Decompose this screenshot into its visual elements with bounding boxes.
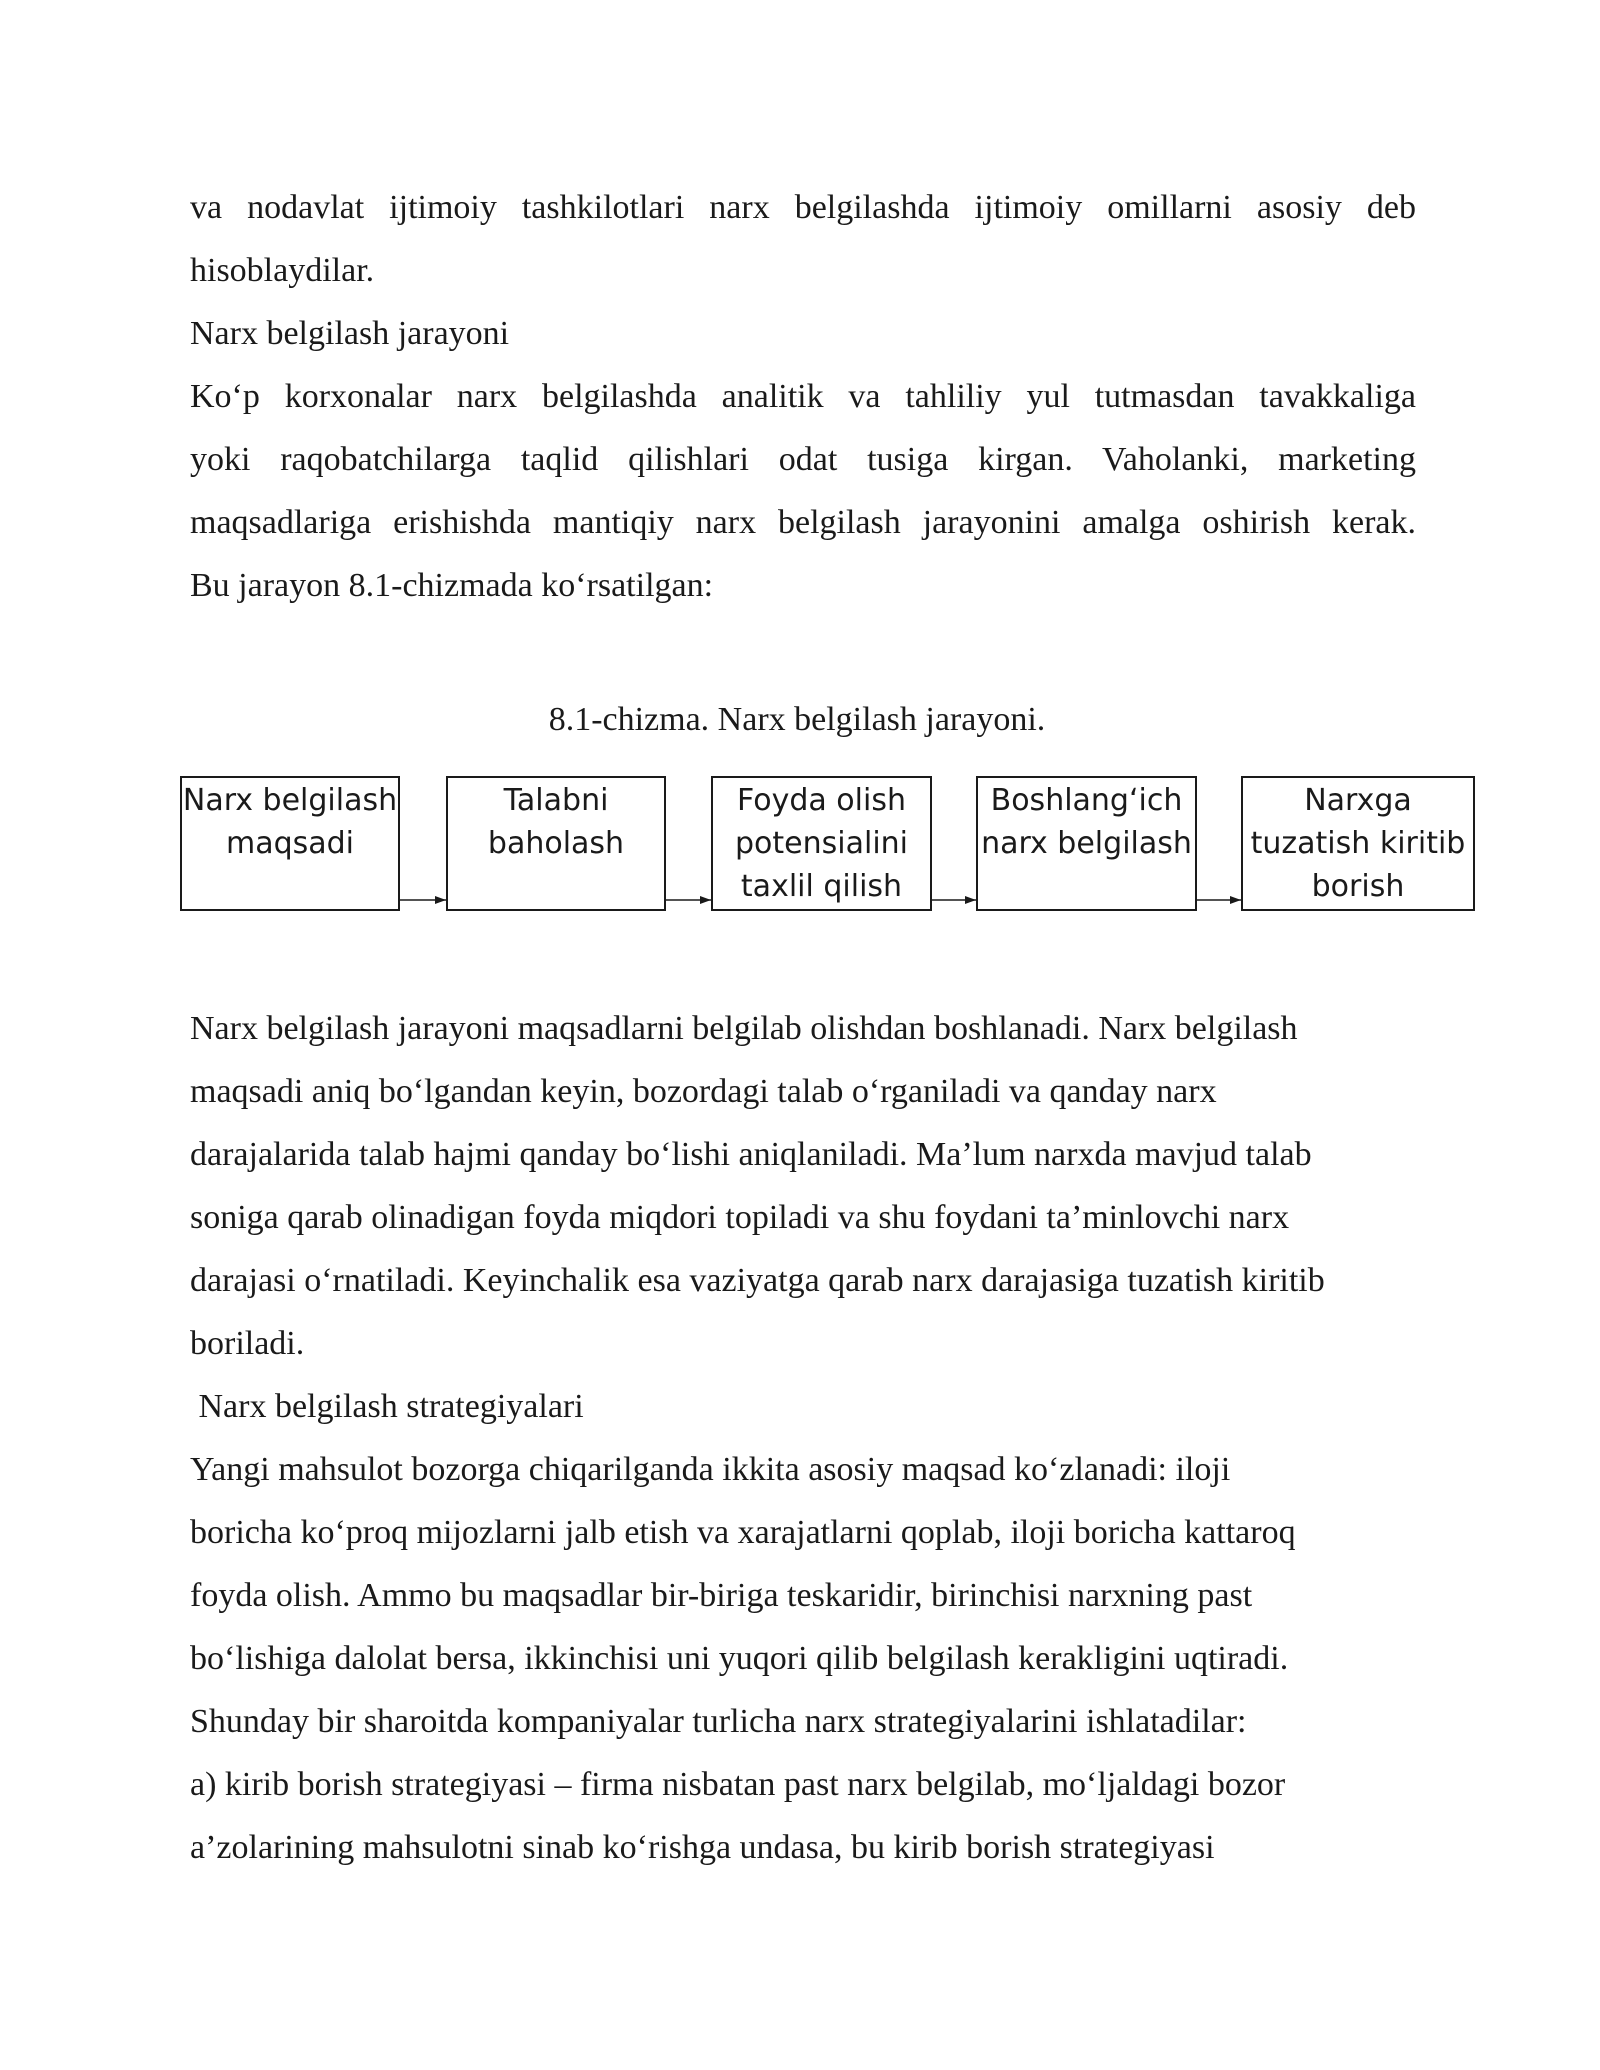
text-line: a’zolarining mahsulotni sinab ko‘rishga undasa, bu kirib borish strategiyasi [190,1829,1215,1866]
flow-step-text: Narxga [1304,783,1412,818]
text-line: bo‘lishiga dalolat bersa, ikkinchisi uni yuqori qilib belgilash kerakligini uqtiradi. [190,1640,1289,1677]
text-line: foyda olish. Ammo bu maqsadlar bir-biriga teskaridir, birinchisi narxning past [190,1577,1253,1614]
text-line: a) kirib borish strategiyasi – firma nisbatan past narx belgilab, mo‘ljaldagi bozor [190,1766,1286,1803]
flow-step-label-4 [977,779,1196,865]
flow-step-label-1 [181,779,399,865]
heading-text: Narx belgilash jarayoni [190,315,510,352]
flow-step-text: maqsadi [225,826,355,861]
text-line: yoki raqobatchilarga taqlid qilishlari odat tusiga kirgan. Vaholanki, marketing [190,441,1416,478]
flow-step-text: tuzatish kiritib [1250,826,1466,861]
flow-step-text: narx belgilash [981,826,1192,861]
flow-step-text: taxlil qilish [740,869,903,904]
text-line: va nodavlat ijtimoiy tashkilotlari narx belgilashda ijtimoiy omillarni asosiy deb [190,189,1416,226]
flow-step-text: Talabni [503,783,609,818]
text-line: boricha ko‘proq mijozlarni jalb etish va xarajatlarni qoplab, iloji boricha kattaroq [190,1514,1296,1551]
text-line: darajalarida talab hajmi qanday bo‘lishi aniqlaniladi. Ma’lum narxda mavjud talab [190,1136,1312,1173]
text-line: Yangi mahsulot bozorga chiqarilganda ikkita asosiy maqsad ko‘zlanadi: iloji [190,1451,1231,1488]
text-line: darajasi o‘rnatiladi. Keyinchalik esa vaziyatga qarab narx darajasiga tuzatish kiritib [190,1262,1325,1299]
paragraph-explanation [190,997,1416,1375]
flow-step-text: borish [1311,869,1405,904]
text-line: maqsadlariga erishishda mantiqiy narx belgilash jarayonini amalga oshirish kerak. [190,504,1416,541]
flow-step-text: Foyda olish [737,783,906,818]
heading-text: Narx belgilash strategiyalari [190,1388,584,1425]
flow-step-text: Boshlang‘ich [990,783,1183,818]
text-line: Bu jarayon 8.1-chizmada ko‘rsatilgan: [190,567,714,604]
flow-step-text: baholash [487,826,625,861]
section-heading-strategies [190,1375,1416,1438]
figure-caption-text: 8.1-chizma. Narx belgilash jarayoni. [548,701,1046,738]
text-line: Ko‘p korxonalar narx belgilashda analitik va tahliliy yul tutmasdan tavakkaliga [190,378,1416,415]
flow-step-text: potensialini [735,826,908,861]
text-line: Shunday bir sharoitda kompaniyalar turlicha narx strategiyalarini ishlatadilar: [190,1703,1247,1740]
figure-caption [0,688,1600,751]
paragraph-process [190,365,1416,617]
flow-step-label-3 [712,779,931,908]
flow-step-label-2 [447,779,665,865]
text-line: boriladi. [190,1325,305,1362]
paragraph-strategies [190,1438,1416,1879]
text-line: Narx belgilash jarayoni maqsadlarni belgilab olishdan boshlanadi. Narx belgilash [190,1010,1298,1047]
text-line: maqsadi aniq bo‘lgandan keyin, bozordagi talab o‘rganiladi va qanday narx [190,1073,1217,1110]
text-line: soniga qarab olinadigan foyda miqdori topiladi va shu foydani ta’minlovchi narx [190,1199,1290,1236]
section-heading-process [190,302,1416,365]
paragraph-intro [190,176,1416,302]
text-line: hisoblaydilar. [190,252,375,289]
flow-step-text: Narx belgilash [182,783,398,818]
flow-step-label-5 [1242,779,1474,908]
